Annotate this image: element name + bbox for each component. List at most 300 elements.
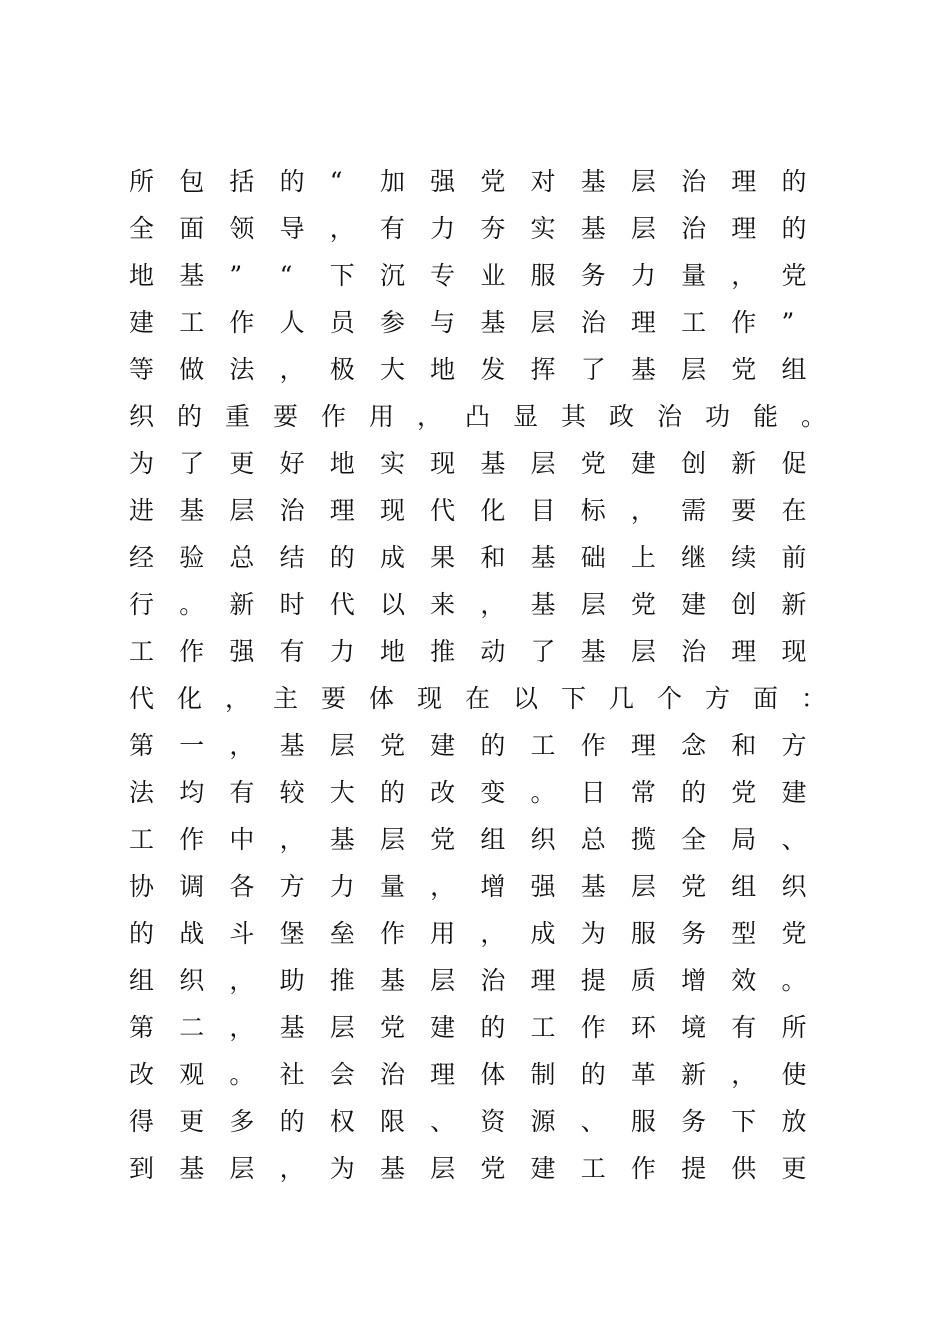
text-char: 党 xyxy=(781,919,807,948)
text-char: 专 xyxy=(430,261,456,290)
text-char: 增 xyxy=(681,966,707,995)
text-char: 量 xyxy=(681,261,707,290)
text-char: 现 xyxy=(781,637,807,666)
text-char: 用 xyxy=(430,919,456,948)
text-char: 标 xyxy=(580,496,606,525)
text-char: 成 xyxy=(530,919,556,948)
text-char: 创 xyxy=(681,449,707,478)
text-char: 有 xyxy=(229,778,255,807)
text-char: 层 xyxy=(229,496,255,525)
text-line xyxy=(129,346,849,393)
text-char: 目 xyxy=(530,496,556,525)
text-char: 化 xyxy=(177,684,203,713)
text-char: 代 xyxy=(129,684,155,713)
text-char: 基 xyxy=(580,167,606,196)
text-char: 要 xyxy=(321,684,347,713)
text-char: 为 xyxy=(580,919,606,948)
text-char: 较 xyxy=(279,778,305,807)
text-char: 包 xyxy=(179,167,205,196)
text-char: 服 xyxy=(530,261,556,290)
text-char: 与 xyxy=(430,308,456,337)
text-char: 凸 xyxy=(465,402,491,431)
text-char: 理 xyxy=(731,214,757,243)
text-char: ， xyxy=(731,261,757,290)
text-char: 协 xyxy=(129,872,155,901)
text-char: 加 xyxy=(379,167,405,196)
text-char: 员 xyxy=(329,308,355,337)
text-char: 务 xyxy=(580,261,606,290)
text-char: 础 xyxy=(580,543,606,572)
text-char: 层 xyxy=(630,167,656,196)
text-char: 以 xyxy=(379,590,405,619)
text-char: 基 xyxy=(329,825,355,854)
text-char: 到 xyxy=(129,1154,155,1183)
text-char: “ xyxy=(329,167,343,196)
text-char: 治 xyxy=(657,402,683,431)
text-char: 变 xyxy=(480,778,506,807)
text-char: 境 xyxy=(681,1013,707,1042)
text-char: 为 xyxy=(329,1154,355,1183)
text-char: 的 xyxy=(580,1060,606,1089)
text-char: 治 xyxy=(681,167,707,196)
text-char: 层 xyxy=(580,590,606,619)
text-line xyxy=(129,957,849,1004)
text-char: 进 xyxy=(129,496,155,525)
text-char: 建 xyxy=(530,1154,556,1183)
text-char: 限 xyxy=(379,1107,405,1136)
text-char: 面 xyxy=(179,214,205,243)
text-char: 党 xyxy=(480,167,506,196)
text-char: 工 xyxy=(580,1154,606,1183)
text-char: 层 xyxy=(681,355,707,384)
text-char: 党 xyxy=(731,778,757,807)
text-char: 实 xyxy=(530,214,556,243)
text-char: 建 xyxy=(430,731,456,760)
text-char: 时 xyxy=(279,590,305,619)
text-char: 总 xyxy=(229,543,255,572)
text-char: 社 xyxy=(279,1060,305,1089)
text-char: 党 xyxy=(781,261,807,290)
text-char: 。 xyxy=(179,590,205,619)
text-char: 质 xyxy=(630,966,656,995)
text-char: 建 xyxy=(630,449,656,478)
text-char: 强 xyxy=(530,872,556,901)
text-char: 基 xyxy=(179,1154,205,1183)
text-char: 建 xyxy=(430,1013,456,1042)
text-char: 基 xyxy=(580,872,606,901)
text-char: 总 xyxy=(580,825,606,854)
text-char: 治 xyxy=(480,966,506,995)
text-char: ， xyxy=(417,402,443,431)
text-char: 党 xyxy=(630,590,656,619)
text-char: 均 xyxy=(179,778,205,807)
text-char: 、 xyxy=(781,825,807,854)
text-char: 做 xyxy=(179,355,205,384)
text-char: 促 xyxy=(781,449,807,478)
text-char: 主 xyxy=(273,684,299,713)
text-char: 织 xyxy=(781,872,807,901)
text-char: ” xyxy=(229,261,243,290)
text-char: ， xyxy=(225,684,251,713)
text-char: 推 xyxy=(329,966,355,995)
text-char: 二 xyxy=(179,1013,205,1042)
text-line xyxy=(129,581,849,628)
text-line xyxy=(129,1004,849,1051)
text-char: 一 xyxy=(179,731,205,760)
text-char: 堡 xyxy=(279,919,305,948)
text-line xyxy=(129,816,849,863)
text-char: 果 xyxy=(430,543,456,572)
text-char: 的 xyxy=(177,402,203,431)
text-char: 以 xyxy=(513,684,539,713)
text-char: 括 xyxy=(229,167,255,196)
text-char: 工 xyxy=(530,731,556,760)
text-char: 重 xyxy=(225,402,251,431)
text-char: ， xyxy=(329,214,355,243)
text-char: 力 xyxy=(630,261,656,290)
text-char: 的 xyxy=(781,214,807,243)
text-char: 法 xyxy=(129,778,155,807)
text-char: 作 xyxy=(580,731,606,760)
text-char: 参 xyxy=(379,308,405,337)
text-char: 全 xyxy=(129,214,155,243)
text-line xyxy=(129,863,849,910)
text-char: 强 xyxy=(430,167,456,196)
text-line xyxy=(129,158,849,205)
text-char: 显 xyxy=(513,402,539,431)
text-char: 权 xyxy=(329,1107,355,1136)
text-char: 治 xyxy=(279,496,305,525)
text-line xyxy=(129,769,849,816)
text-char: ” xyxy=(781,308,795,337)
text-char: 揽 xyxy=(630,825,656,854)
text-char: 。 xyxy=(530,778,556,807)
text-char: 层 xyxy=(630,214,656,243)
text-char: 组 xyxy=(731,872,757,901)
text-char: 各 xyxy=(229,872,255,901)
text-char: 几 xyxy=(609,684,635,713)
text-char: “ xyxy=(279,261,293,290)
text-char: 新 xyxy=(731,449,757,478)
text-char: 现 xyxy=(430,449,456,478)
text-char: 了 xyxy=(179,449,205,478)
text-char: 层 xyxy=(630,637,656,666)
text-char: 工 xyxy=(129,825,155,854)
text-char: 作 xyxy=(229,308,255,337)
text-char: 上 xyxy=(630,543,656,572)
text-char: 环 xyxy=(630,1013,656,1042)
text-char: 组 xyxy=(781,355,807,384)
text-char: 多 xyxy=(229,1107,255,1136)
text-char: 沉 xyxy=(379,261,405,290)
text-char: 念 xyxy=(681,731,707,760)
text-char: 量 xyxy=(379,872,405,901)
text-char: 效 xyxy=(731,966,757,995)
text-char: 有 xyxy=(379,214,405,243)
text-char: 夯 xyxy=(480,214,506,243)
text-char: 用 xyxy=(369,402,395,431)
text-char: 化 xyxy=(480,496,506,525)
text-char: 新 xyxy=(229,590,255,619)
text-char: 层 xyxy=(530,308,556,337)
text-char: 所 xyxy=(781,1013,807,1042)
text-char: 动 xyxy=(480,637,506,666)
text-char: 更 xyxy=(179,1107,205,1136)
text-char: 层 xyxy=(530,449,556,478)
text-char: 下 xyxy=(731,1107,757,1136)
text-char: 的 xyxy=(279,167,305,196)
text-char: 基 xyxy=(530,543,556,572)
text-char: 的 xyxy=(279,1107,305,1136)
text-char: 验 xyxy=(179,543,205,572)
text-char: 地 xyxy=(379,637,405,666)
text-char: 层 xyxy=(329,1013,355,1042)
text-char: 在 xyxy=(781,496,807,525)
text-char: ： xyxy=(801,684,827,713)
text-char: 发 xyxy=(480,355,506,384)
text-char: 地 xyxy=(329,449,355,478)
text-char: 作 xyxy=(179,825,205,854)
text-char: 工 xyxy=(530,1013,556,1042)
text-char: 党 xyxy=(580,449,606,478)
text-char: 中 xyxy=(229,825,255,854)
text-char: 经 xyxy=(129,543,155,572)
body-text xyxy=(129,158,849,1192)
text-char: 垒 xyxy=(329,919,355,948)
text-char: 要 xyxy=(273,402,299,431)
text-char: ， xyxy=(279,1154,305,1183)
text-char: 工 xyxy=(129,637,155,666)
text-char: 方 xyxy=(705,684,731,713)
text-char: 党 xyxy=(480,1154,506,1183)
text-char: 革 xyxy=(630,1060,656,1089)
text-line xyxy=(129,440,849,487)
text-char: 力 xyxy=(430,214,456,243)
text-line xyxy=(129,910,849,957)
text-char: 全 xyxy=(681,825,707,854)
text-char: 服 xyxy=(630,1107,656,1136)
text-line xyxy=(129,205,849,252)
text-char: 和 xyxy=(731,731,757,760)
text-char: 层 xyxy=(630,872,656,901)
text-char: ， xyxy=(430,872,456,901)
text-char: 务 xyxy=(681,919,707,948)
text-char: 的 xyxy=(781,167,807,196)
text-char: 日 xyxy=(580,778,606,807)
text-char: 党 xyxy=(430,825,456,854)
text-char: 基 xyxy=(580,214,606,243)
text-char: 。 xyxy=(781,966,807,995)
text-char: 基 xyxy=(379,1154,405,1183)
text-char: 组 xyxy=(480,825,506,854)
text-char: 来 xyxy=(430,590,456,619)
text-char: 、 xyxy=(580,1107,606,1136)
text-char: 治 xyxy=(681,214,707,243)
text-char: 理 xyxy=(630,308,656,337)
text-line xyxy=(129,534,849,581)
text-char: 新 xyxy=(781,590,807,619)
text-char: 力 xyxy=(329,637,355,666)
text-char: 基 xyxy=(179,496,205,525)
text-char: 极 xyxy=(329,355,355,384)
text-char: ， xyxy=(279,355,305,384)
text-char: 面 xyxy=(753,684,779,713)
text-char: ， xyxy=(480,919,506,948)
text-char: 调 xyxy=(179,872,205,901)
text-char: 了 xyxy=(580,355,606,384)
text-char: 治 xyxy=(580,308,606,337)
text-line xyxy=(129,299,849,346)
text-char: 作 xyxy=(580,1013,606,1042)
text-char: 基 xyxy=(530,590,556,619)
text-line xyxy=(129,487,849,534)
text-char: 层 xyxy=(379,825,405,854)
text-char: 党 xyxy=(379,1013,405,1042)
text-char: 基 xyxy=(379,966,405,995)
text-line xyxy=(129,393,849,440)
text-char: 资 xyxy=(480,1107,506,1136)
text-char: 、 xyxy=(430,1107,456,1136)
text-char: 党 xyxy=(379,731,405,760)
text-char: 挥 xyxy=(530,355,556,384)
text-char: 好 xyxy=(279,449,305,478)
text-line xyxy=(129,675,849,722)
text-char: 创 xyxy=(731,590,757,619)
text-char: 业 xyxy=(480,261,506,290)
text-char: 得 xyxy=(129,1107,155,1136)
text-char: 能 xyxy=(753,402,779,431)
text-char: 放 xyxy=(781,1107,807,1136)
text-char: 层 xyxy=(430,966,456,995)
text-char: 新 xyxy=(681,1060,707,1089)
text-char: 型 xyxy=(731,919,757,948)
text-char: 层 xyxy=(430,1154,456,1183)
text-char: 改 xyxy=(129,1060,155,1089)
text-line xyxy=(129,252,849,299)
text-line xyxy=(129,1145,849,1192)
text-char: 建 xyxy=(129,308,155,337)
text-char: 增 xyxy=(480,872,506,901)
text-char: 现 xyxy=(379,496,405,525)
text-char: 地 xyxy=(129,261,155,290)
text-char: 观 xyxy=(179,1060,205,1089)
text-char: 建 xyxy=(781,778,807,807)
text-char: 织 xyxy=(530,825,556,854)
text-char: 助 xyxy=(279,966,305,995)
text-char: ， xyxy=(229,966,255,995)
text-char: 大 xyxy=(379,355,405,384)
text-char: 治 xyxy=(681,637,707,666)
text-char: 建 xyxy=(681,590,707,619)
text-char: 地 xyxy=(430,355,456,384)
text-char: 基 xyxy=(179,261,205,290)
text-char: 作 xyxy=(630,1154,656,1183)
text-char: 党 xyxy=(681,872,707,901)
text-char: 提 xyxy=(681,1154,707,1183)
text-char: 的 xyxy=(379,778,405,807)
text-char: 基 xyxy=(630,355,656,384)
text-char: 会 xyxy=(329,1060,355,1089)
text-char: 代 xyxy=(430,496,456,525)
text-char: 力 xyxy=(329,872,355,901)
text-char: 作 xyxy=(379,919,405,948)
text-char: 织 xyxy=(129,402,155,431)
text-char: ， xyxy=(731,1060,757,1089)
text-char: 更 xyxy=(781,1154,807,1183)
text-line xyxy=(129,628,849,675)
text-char: 党 xyxy=(731,355,757,384)
text-char: 实 xyxy=(379,449,405,478)
text-char: 前 xyxy=(781,543,807,572)
text-char: 代 xyxy=(329,590,355,619)
text-char: 理 xyxy=(430,1060,456,1089)
text-char: 改 xyxy=(430,778,456,807)
text-char: 第 xyxy=(129,731,155,760)
text-char: 导 xyxy=(279,214,305,243)
text-char: 结 xyxy=(279,543,305,572)
text-char: 在 xyxy=(465,684,491,713)
text-char: 方 xyxy=(781,731,807,760)
text-char: 斗 xyxy=(229,919,255,948)
text-char: ， xyxy=(630,496,656,525)
text-char: 人 xyxy=(279,308,305,337)
text-char: 理 xyxy=(630,731,656,760)
text-char: ， xyxy=(229,731,255,760)
text-char: 等 xyxy=(129,355,155,384)
text-char: 工 xyxy=(179,308,205,337)
text-char: 对 xyxy=(530,167,556,196)
text-char: 其 xyxy=(561,402,587,431)
text-char: 基 xyxy=(480,449,506,478)
text-char: 要 xyxy=(731,496,757,525)
text-char: 治 xyxy=(379,1060,405,1089)
text-char: 下 xyxy=(329,261,355,290)
text-char: 了 xyxy=(530,637,556,666)
text-char: 需 xyxy=(681,496,707,525)
text-char: 工 xyxy=(681,308,707,337)
text-char: 强 xyxy=(229,637,255,666)
text-char: 。 xyxy=(229,1060,255,1089)
text-char: 作 xyxy=(321,402,347,431)
text-char: 更 xyxy=(229,449,255,478)
text-char: 体 xyxy=(369,684,395,713)
text-char: 有 xyxy=(279,637,305,666)
text-char: ， xyxy=(279,825,305,854)
text-char: 行 xyxy=(129,590,155,619)
text-char: 理 xyxy=(329,496,355,525)
text-char: 的 xyxy=(329,543,355,572)
text-line xyxy=(129,722,849,769)
text-char: 的 xyxy=(681,778,707,807)
text-char: 个 xyxy=(657,684,683,713)
text-char: 局 xyxy=(731,825,757,854)
text-char: 供 xyxy=(731,1154,757,1183)
text-char: 继 xyxy=(681,543,707,572)
text-line xyxy=(129,1098,849,1145)
text-char: 续 xyxy=(731,543,757,572)
text-char: 理 xyxy=(731,167,757,196)
text-char: 大 xyxy=(329,778,355,807)
text-char: 理 xyxy=(530,966,556,995)
text-char: ， xyxy=(229,1013,255,1042)
text-char: 的 xyxy=(480,1013,506,1042)
text-char: 政 xyxy=(609,402,635,431)
text-char: 层 xyxy=(329,731,355,760)
text-char: 所 xyxy=(129,167,155,196)
text-char: 有 xyxy=(731,1013,757,1042)
text-char: 领 xyxy=(229,214,255,243)
text-char: 。 xyxy=(801,402,827,431)
